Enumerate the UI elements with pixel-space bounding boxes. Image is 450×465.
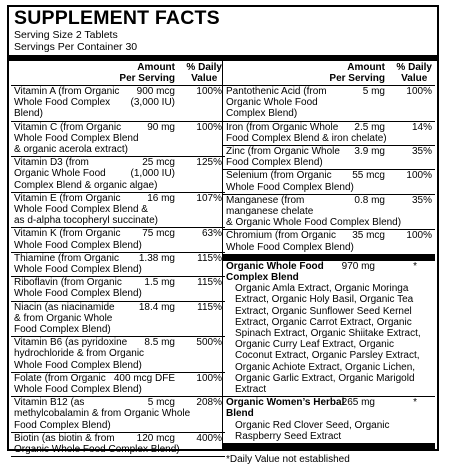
amount-header: Amount Per Serving [119, 62, 175, 84]
blend-name: Organic Women’s Herbal Blend [226, 397, 345, 420]
right-rows [223, 86, 435, 255]
daily-value: 125% [196, 157, 222, 169]
blend-ingredients: Organic Amla Extract, Organic Moringa Extract, Organic Holy Basil, Organic Tea Extract, Organic Sunflower Seed Kernel Extract, Organic Carrot Extract, Organic Spinach Extract, Organic Shiitake Extract, Organic Curry Leaf Extract, Organic Coconut Extract, Organic Parsley Extract, Organic Achiote Extract, Organic Lichen, Organic Garlic Extract, Organic Marigold Extract [235, 283, 421, 396]
amount-per-serving: 18.4 mg [138, 301, 175, 313]
daily-value: 208% [196, 397, 222, 409]
daily-value: 115% [197, 252, 222, 264]
daily-value: 35% [411, 194, 432, 206]
nutrient-name: Chromium (from Organic Whole Food Complex Blend) [226, 230, 354, 253]
nutrient-name: Niacin (as niacinamide & from Organic Whole Food Complex Blend) [14, 301, 115, 336]
dv-header: % Daily Value [396, 62, 432, 84]
amount-per-serving: 35 mcg [352, 230, 385, 242]
nutrient-row [11, 277, 225, 301]
daily-value: 100% [196, 86, 222, 97]
amount-per-serving: 75 mcg [142, 228, 175, 240]
nutrient-name: Riboflavin (from Organic Whole Food Complex Blend) [14, 277, 142, 300]
nutrient-row [11, 433, 225, 457]
daily-value: 14% [411, 121, 432, 133]
footnote: *Daily Value not established [226, 454, 350, 465]
nutrient-name: Vitamin K (from Organic Whole Food Complex Blend) [14, 228, 142, 251]
supplement-facts-panel [7, 5, 439, 465]
nutrient-row [11, 157, 225, 193]
amount-per-serving: 8.5 mg [144, 337, 175, 349]
daily-value: 115% [197, 277, 222, 289]
daily-value: 115% [197, 301, 222, 313]
right-header [223, 61, 435, 86]
nutrient-name: Selenium (from Organic Whole Food Complex Blend) [226, 170, 354, 193]
daily-value: 35% [411, 146, 432, 158]
nutrient-name: Vitamin D3 (from Organic Whole Food Complex Blend & organic algae) [14, 157, 158, 191]
left-rows [11, 86, 225, 457]
amount-per-serving: 1.38 mg [138, 252, 175, 264]
amount-per-serving: 400 mcg DFE [113, 372, 175, 384]
blend-daily-value: * [413, 260, 417, 272]
amount-per-serving: 0.8 mg [354, 194, 385, 206]
blend-ingredients: Organic Red Clover Seed, Organic Raspberry Seed Extract [235, 419, 390, 442]
nutrient-name: Vitamin A (from Organic Whole Food Complex Blend) [14, 86, 120, 120]
amount-per-serving: 2.5 mg [354, 121, 385, 133]
blend-name: Organic Whole Food Complex Blend [226, 260, 324, 284]
nutrient-row [11, 122, 225, 158]
nutrient-name: Vitamin C (from Organic Whole Food Complex Blend & organic acerola extract) [14, 121, 139, 156]
right-column [223, 61, 435, 465]
nutrient-row [11, 302, 225, 338]
nutrient-name: Vitamin B12 (as methylcobalamin & from Organic Whole Food Complex Blend) [14, 397, 191, 431]
daily-value: 400% [196, 432, 222, 444]
nutrient-row [223, 170, 435, 194]
daily-value: 100% [196, 372, 222, 384]
left-column [11, 61, 225, 457]
amount-per-serving: 1.5 mg [144, 277, 175, 289]
daily-value: 100% [406, 230, 432, 242]
blend-amount: 970 mg [341, 260, 375, 272]
daily-value: 100% [196, 121, 222, 133]
nutrient-row [223, 230, 435, 254]
nutrient-row [11, 228, 225, 252]
daily-value: 100% [406, 170, 432, 182]
amount-per-serving: 5 mcg [147, 397, 175, 409]
dv-header: % Daily Value [186, 62, 222, 84]
nutrient-name: Iron (from Organic Whole Food Complex Blend & iron chelate) [226, 121, 387, 144]
servings-per-container: Servings Per Container 30 [14, 41, 138, 53]
nutrient-row [11, 373, 225, 397]
nutrient-row [11, 86, 225, 122]
daily-value: 100% [406, 86, 432, 97]
nutrient-row [223, 122, 435, 146]
nutrient-name: Pantothenic Acid (from Organic Whole Food Complex Blend) [226, 86, 327, 120]
amount-per-serving: 55 mcg [352, 170, 385, 182]
nutrient-name: Vitamin B6 (as pyridoxine hydrochloride & from Organic Whole Food Complex Blend) [14, 337, 145, 371]
nutrient-name: Thiamine (from Organic Whole Food Complex Blend) [14, 252, 142, 276]
nutrient-name: Manganese (from manganese chelate & Organic Whole Food Complex Blend) [226, 194, 402, 229]
amount-per-serving: 16 mg [147, 192, 175, 204]
blend-daily-value: * [413, 397, 417, 409]
nutrient-row [223, 195, 435, 231]
whole-food-blend [223, 261, 435, 396]
amount-per-serving: 90 mg [147, 121, 175, 133]
nutrient-row [11, 193, 225, 229]
blend-amount: 265 mg [341, 397, 375, 409]
nutrient-row [223, 86, 435, 122]
nutrient-row [11, 397, 225, 433]
daily-value: 63% [201, 228, 222, 240]
panel-title: SUPPLEMENT FACTS [14, 7, 220, 29]
nutrient-name: Biotin (as biotin & from Organic Whole Food Complex Blend) [14, 432, 180, 456]
amount-per-serving: 25 mcg (1,000 IU) [130, 157, 175, 180]
nutrient-name: Vitamin E (from Organic Whole Food Complex Blend & as d-alpha tocopheryl succinate) [14, 192, 158, 227]
nutrient-row [223, 146, 435, 170]
amount-per-serving: 120 mcg [136, 432, 175, 444]
herbal-blend [223, 397, 435, 443]
amount-per-serving: 3.9 mg [354, 146, 385, 158]
nutrient-row [11, 337, 225, 373]
serving-size: Serving Size 2 Tablets [14, 29, 118, 41]
amount-per-serving: 5 mg [362, 86, 385, 97]
nutrient-name: Folate (from Organic Whole Food Complex Blend) [14, 372, 142, 396]
nutrient-name: Zinc (from Organic Whole Food Complex Blend) [226, 146, 340, 169]
daily-value: 500% [196, 337, 222, 349]
left-header [11, 61, 225, 86]
amount-header: Amount Per Serving [329, 62, 385, 84]
amount-per-serving: 900 mcg (3,000 IU) [130, 86, 175, 109]
nutrient-row [11, 253, 225, 277]
daily-value: 107% [196, 192, 222, 204]
